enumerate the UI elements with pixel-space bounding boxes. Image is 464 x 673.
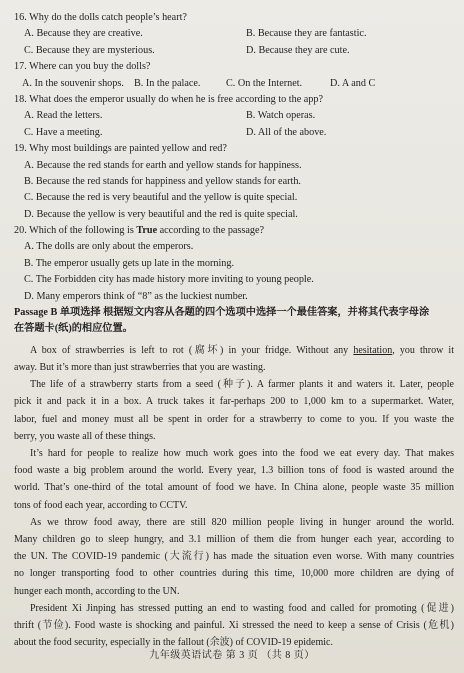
paragraph-1-line-2: away. But it’s more than just strawberries that you are wasting. <box>14 362 266 374</box>
paragraph-1-line-1: A box of strawberries is left to rot (腐坏) in your fridge. Without any hesitation, you throw it <box>30 344 454 356</box>
q19-option-c: C. Because the red is very beautiful and the yellow is quite special. <box>24 192 298 204</box>
question-16-options-row2 <box>14 43 454 59</box>
question-19-stem: 19. Why most buildings are painted yellow and red? <box>14 143 227 155</box>
paragraph-3-line-1: It’s hard for people to realize how much work goes into the food we eat every day. That makes <box>30 448 454 460</box>
q19-option-b: B. Because the red stands for happiness and yellow stands for earth. <box>24 175 301 187</box>
paragraph-5-line-1: President Xi Jinping has stressed putting an end to wasting food and called for promoting (促进) <box>30 602 454 614</box>
q20-option-a: A. The dolls are only about the emperors. <box>24 241 194 253</box>
paragraph-2-line-4: berry, you waste all of these things. <box>14 430 156 442</box>
question-16-stem: 16. Why do the dolls catch people’s heart? <box>14 12 187 23</box>
question-17-options <box>14 76 454 92</box>
q20-stem-post: according to the passage? <box>157 225 265 237</box>
paragraph-4-line-4: no longer transporting food to other countries during this time, 10,000 more children are dying of <box>14 568 454 580</box>
paragraph-3-line-4: tons of food each year, according to CCTV. <box>14 499 188 511</box>
page-footer: 九年级英语试卷 第 3 页 （共 8 页） <box>149 650 315 661</box>
paragraph-4-line-5: hunger each month, according to the UN. <box>14 585 180 597</box>
q20-stem-bold: True <box>136 225 158 237</box>
paragraph-3-line-2: food waste a big problem around the world. Every year, 1.3 billion tons of food is wasted around the <box>14 465 454 477</box>
q17-option-a: A. In the souvenir shops. <box>22 77 124 89</box>
paragraph-5-line-2: thrift (节俭). Food waste is shocking and painful. Xi stressed the need to keep a sense of Crisis (危机) <box>14 620 454 632</box>
passage-b-heading-line2: 在答题卡(纸)的相应位置。 <box>14 323 133 335</box>
q17-option-c: C. On the Internet. <box>226 77 303 89</box>
q16-option-d: D. Because they are cute. <box>246 44 350 56</box>
passage-paragraph-2 <box>14 376 454 445</box>
q19-option-a: A. Because the red stands for earth and yellow stands for happiness. <box>24 159 302 171</box>
paragraph-4-line-2: Many children go to sleep hungry, and 3.1 million of them die from hunger each year, according to <box>14 534 454 546</box>
passage-paragraph-1 <box>14 342 454 376</box>
paragraph-4-line-3: the UN. The COVID-19 pandemic (大流行) has made the situation even worse. With many countries <box>14 551 454 563</box>
q20-option-d: D. Many emperors think of “8” as the luckiest number. <box>24 290 248 302</box>
passage-paragraph-3 <box>14 445 454 514</box>
question-18-options-row1 <box>14 108 454 124</box>
passage-b-heading-line1: Passage B 单项选择 根据短文内容从各题的四个选项中选择一个最佳答案，并将其代表字母涂 <box>14 307 430 319</box>
question-18-options-row2 <box>14 125 454 141</box>
q17-option-d: D. A and C <box>330 77 376 89</box>
paragraph-2-line-1: The life of a strawberry starts from a seed (种子). A farmer plants it and waters it. Later, people <box>30 379 454 391</box>
paragraph-2-line-2: pick it and pack it in a box. A truck takes it far-perhaps 200 to 1,000 km to a supermarket. Water, <box>14 396 454 408</box>
q17-option-b: B. In the palace. <box>134 77 201 89</box>
paragraph-2-line-3: labor, fuel and money must all be spent in order for a strawberry to come to you. If you waste the <box>14 413 454 425</box>
q20-option-c: C. The Forbidden city has made history more inviting to young people. <box>24 274 314 286</box>
paragraph-5-line-3: about the food security, especially in the fallout (余波) of COVID-19 epidemic. <box>14 637 333 649</box>
q18-option-d: D. All of the above. <box>246 126 327 138</box>
q16-option-c: C. Because they are mysterious. <box>24 44 155 56</box>
question-18-stem: 18. What does the emperor usually do when he is free according to the app? <box>14 93 324 105</box>
passage-paragraph-5 <box>14 600 454 652</box>
paragraph-4-line-1: As we throw food away, there are still 820 million people living in hunger around the world. <box>30 516 454 528</box>
q16-option-a: A. Because they are creative. <box>24 28 143 40</box>
q18-option-a: A. Read the letters. <box>24 110 103 122</box>
q16-option-b: B. Because they are fantastic. <box>246 28 367 40</box>
q18-option-b: B. Watch operas. <box>246 110 316 122</box>
q20-stem-pre: 20. Which of the following is <box>14 225 137 237</box>
hesitation-underlined-word: hesitation <box>353 344 393 356</box>
question-17-stem: 17. Where can you buy the dolls? <box>14 61 151 73</box>
q18-option-c: C. Have a meeting. <box>24 126 103 138</box>
question-20-stem <box>14 223 454 239</box>
paragraph-3-line-3: world. That’s one-third of the total amount of food we have. In China alone, people waste 35 million <box>14 482 454 494</box>
question-16-options-row1 <box>14 26 454 42</box>
passage-paragraph-4 <box>14 514 454 600</box>
q20-option-b: B. The emperor usually gets up late in the morning. <box>24 257 235 269</box>
q19-option-d: D. Because the yellow is very beautiful and the red is quite special. <box>24 208 298 220</box>
page-content <box>14 10 454 651</box>
